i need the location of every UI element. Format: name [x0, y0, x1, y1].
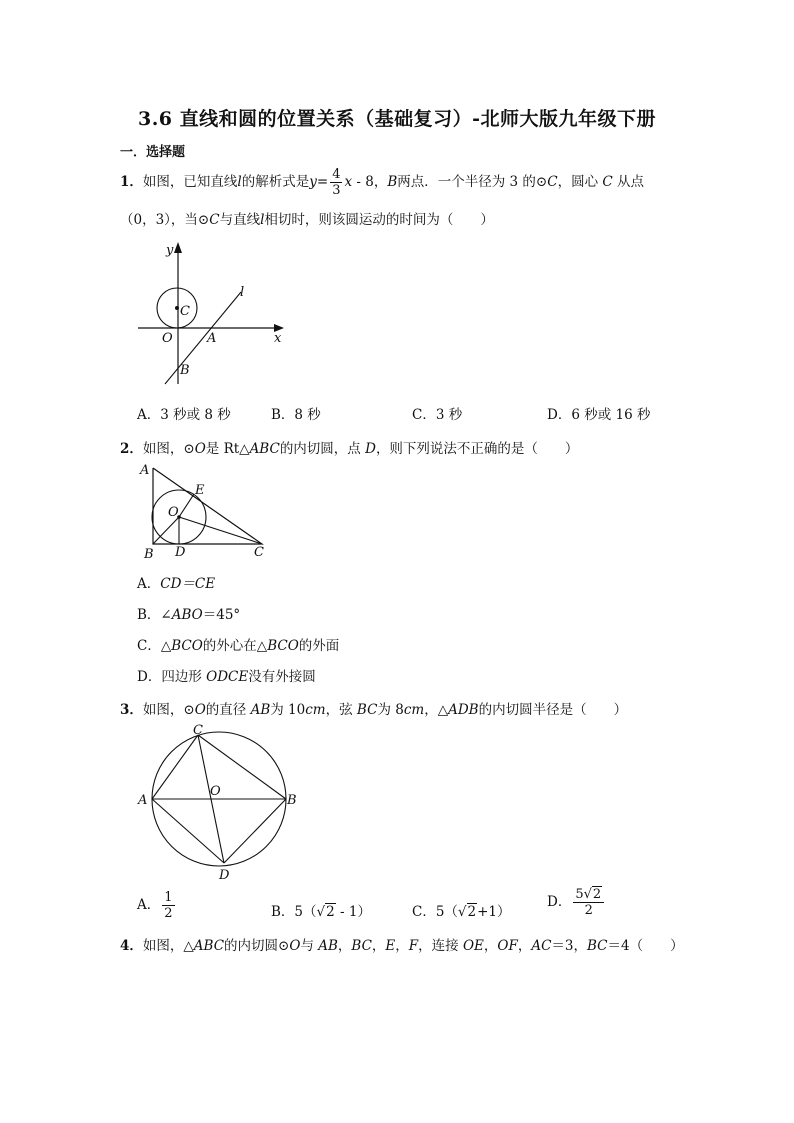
option-math: CD＝CE	[160, 576, 216, 592]
unit-cm: cm	[305, 702, 326, 718]
var-O: O	[194, 441, 206, 457]
text: 为 8	[377, 702, 404, 718]
fraction-numerator: 1	[164, 890, 173, 905]
chord-ac	[152, 735, 198, 799]
option-text: 没有外接圆	[248, 669, 316, 685]
var-O: O	[194, 702, 206, 718]
text: ，连接	[418, 938, 463, 954]
var-OE: OE	[462, 938, 484, 954]
text: ，	[517, 938, 532, 954]
figure-1-coordinate-diagram	[130, 236, 300, 388]
var-ADB: ADB	[448, 702, 479, 718]
text: （0，3），当⊙	[120, 212, 210, 228]
fraction-denominator: 2	[164, 906, 173, 921]
text: 为 10	[270, 702, 306, 718]
page-title: 3.6 直线和圆的位置关系（基础复习）-北师大版九年级下册	[137, 108, 657, 130]
unit-cm: cm	[403, 702, 425, 718]
question-number: 1．	[120, 174, 143, 190]
text: 相切时，则该圆运动的时间为（ ）	[264, 212, 494, 228]
option-math: BCO	[171, 638, 203, 654]
text: 的内切圆，点	[279, 441, 366, 457]
q3-option-c[interactable]	[412, 900, 511, 920]
label-x: x	[274, 331, 282, 346]
sqrt-sign: √	[316, 904, 326, 920]
q2-option-c[interactable]	[137, 634, 339, 654]
label-b: B	[180, 363, 190, 378]
option-text: +1）	[477, 904, 511, 920]
text: 的内切圆⊙	[224, 938, 290, 954]
var-E: E	[385, 938, 396, 954]
text: 的解析式是	[241, 174, 310, 190]
sqrt-sign: √	[457, 904, 467, 920]
text: 是 Rt△	[205, 441, 250, 457]
text: 如图，△	[142, 938, 194, 954]
label-b: B	[287, 793, 297, 808]
option-label: A．	[137, 897, 161, 913]
option-label: C．△	[137, 638, 172, 654]
var-D: D	[365, 441, 376, 457]
var-BC: BC	[356, 702, 378, 718]
option-math: ODCE	[206, 669, 249, 685]
text: 从点	[612, 174, 645, 190]
figure-3-circle-diameter	[134, 722, 306, 884]
label-l: l	[240, 285, 245, 300]
var-AC: AC	[531, 938, 552, 954]
text: ，△	[424, 702, 449, 718]
var-x: x	[344, 174, 353, 190]
label-y: y	[166, 243, 174, 258]
text: ，	[483, 938, 498, 954]
var-AB: AB	[318, 938, 338, 954]
q2-option-a[interactable]	[137, 572, 215, 592]
label-o: O	[162, 331, 173, 346]
question-2-stem	[120, 437, 578, 457]
var-F: F	[408, 938, 419, 954]
text: ＝3，	[551, 938, 588, 954]
sqrt-radicand: 2	[592, 887, 602, 902]
question-number: 2．	[120, 441, 143, 457]
text: 与	[300, 938, 319, 954]
q1-option-b[interactable]: B．8 秒	[271, 407, 321, 423]
text: ，则下列说法不正确的是（ ）	[375, 441, 579, 457]
chord-db	[224, 799, 286, 863]
label-o: O	[168, 505, 179, 520]
text: 与直线	[219, 212, 261, 228]
q1-option-c[interactable]: C．3 秒	[412, 407, 463, 423]
text: 两点．一个半径为 3 的⊙	[397, 174, 548, 190]
figure-2-incircle-triangle	[136, 458, 276, 564]
segment-ob	[153, 517, 179, 544]
var-AB: AB	[250, 702, 271, 718]
question-number: 3．	[120, 702, 143, 718]
var-C: C	[602, 174, 613, 190]
var-BC: BC	[587, 938, 608, 954]
var-O: O	[289, 938, 301, 954]
text: ，	[337, 938, 352, 954]
var-ABC: ABC	[193, 938, 225, 954]
question-1-line-1	[120, 168, 644, 197]
label-c: C	[193, 723, 203, 738]
fraction-denominator: 3	[332, 183, 341, 198]
text: ，	[371, 938, 386, 954]
var-ABC: ABC	[249, 441, 280, 457]
label-d: D	[219, 868, 230, 883]
text: 如图，⊙	[142, 441, 195, 457]
q1-option-a[interactable]: A．3 秒或 8 秒	[137, 407, 231, 423]
section-heading: 一．选择题	[120, 145, 186, 160]
text: 如图，已知直线	[142, 174, 238, 190]
label-c: C	[180, 304, 190, 319]
option-label: D．	[547, 894, 572, 910]
text: 的直径	[205, 702, 251, 718]
q3-option-d[interactable]	[547, 888, 606, 917]
q2-option-b[interactable]	[137, 603, 240, 623]
label-a: A	[140, 463, 150, 478]
option-text: ＝45°	[202, 607, 241, 623]
option-text: - 1）	[335, 904, 371, 920]
segment-oc	[179, 517, 262, 544]
segment-oe	[179, 494, 194, 517]
option-label: C．5（	[412, 904, 458, 920]
sqrt-radicand: 2	[467, 904, 477, 920]
fraction	[162, 891, 174, 920]
var-y: y	[309, 174, 317, 190]
q3-option-a[interactable]	[137, 891, 177, 920]
center-point-c	[175, 306, 179, 310]
var-C: C	[547, 174, 558, 190]
option-text: 的外心在△	[202, 638, 268, 654]
label-b: B	[144, 547, 154, 562]
option-text: 的外面	[298, 638, 340, 654]
option-math: ABO	[171, 607, 203, 623]
var-C: C	[209, 212, 220, 228]
option-label: A．	[137, 576, 161, 592]
fraction-numerator: 4	[332, 167, 341, 182]
q2-option-d[interactable]	[137, 665, 316, 685]
fraction	[573, 888, 604, 917]
label-a: A	[207, 331, 217, 346]
question-1-line-2	[120, 208, 494, 228]
sqrt-radicand: 2	[326, 904, 335, 920]
option-math: BCO	[267, 638, 299, 654]
fraction	[330, 168, 342, 197]
var-OF: OF	[497, 938, 518, 954]
text: 的内切圆半径是（ ）	[478, 702, 628, 718]
text: =	[316, 174, 329, 190]
question-4-stem	[120, 934, 684, 954]
fraction-numerator	[573, 888, 604, 903]
var-B: B	[387, 174, 398, 190]
var-BC: BC	[351, 938, 372, 954]
text: ＝4（ ）	[607, 938, 684, 954]
text: - 8，	[352, 174, 388, 190]
label-e: E	[195, 483, 205, 498]
question-3-stem	[120, 698, 627, 718]
line-l	[165, 292, 241, 384]
sqrt-sign: √	[583, 887, 592, 902]
option-label: D．四边形	[137, 669, 207, 685]
text: ，弦	[325, 702, 357, 718]
option-label: B．∠	[137, 607, 172, 623]
label-o: O	[210, 784, 221, 799]
fraction-denominator: 2	[584, 903, 593, 918]
label-a: A	[138, 793, 148, 808]
label-c: C	[254, 545, 264, 560]
coefficient: 5	[575, 887, 584, 902]
text: 如图，⊙	[142, 702, 195, 718]
text: ，圆心	[557, 174, 603, 190]
var-l: l	[260, 212, 265, 228]
var-l: l	[237, 174, 242, 190]
option-label: B．5（	[271, 904, 317, 920]
q1-option-d[interactable]: D．6 秒或 16 秒	[547, 407, 651, 423]
q3-option-b[interactable]	[271, 900, 371, 920]
text: ，	[395, 938, 409, 954]
question-number: 4．	[120, 938, 143, 954]
y-axis-arrow	[174, 242, 182, 253]
label-d: D	[175, 545, 186, 560]
